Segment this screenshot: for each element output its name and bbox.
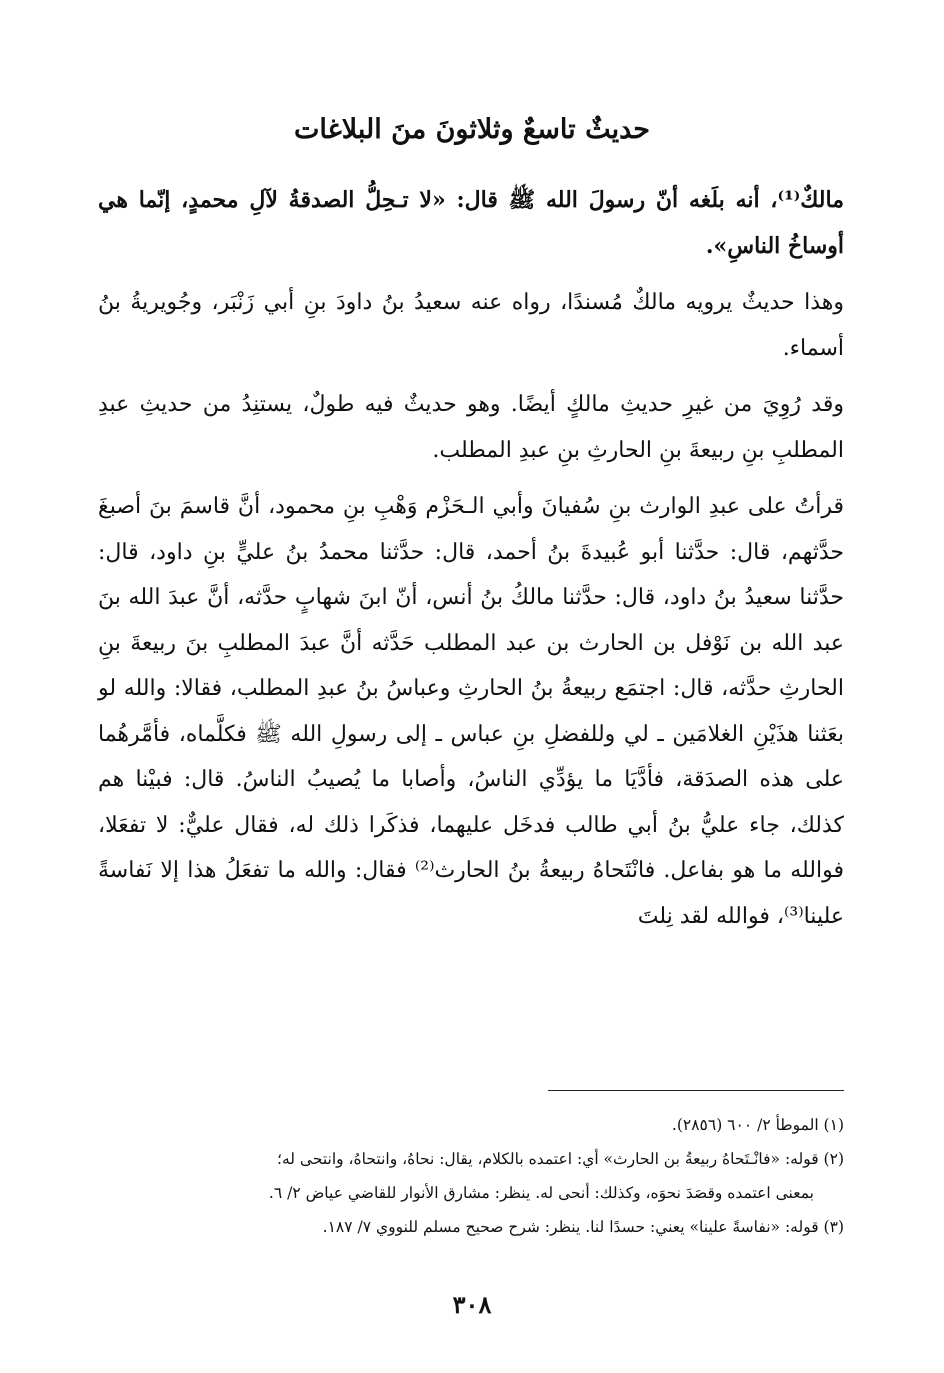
main-text (98, 178, 844, 950)
hadith-text-paragraph: مالكٌ⁽¹⁾، أنه بلَغه أنّ رسولَ الله ﷺ قال: «لا تـحِلُّ الصدقةُ لآلِ محمدٍ، إنّما هي أوساخُ الناسِ». (98, 187, 844, 259)
page-number: ٣٠٨ (452, 1290, 492, 1319)
footnote-2: (٢) قوله: «فانْـتَحاهُ ربيعةُ بن الحارث» أي: اعتمده بالكلام، يقال: نحاهُ، وانتحاهُ، وانتحى له؛ (277, 1150, 844, 1168)
footnote-separator (548, 1090, 844, 1091)
chain-of-narration-paragraph: قرأتُ على عبدِ الوارث بنِ سُفيانَ وأبي الـحَزْم وَهْبِ بنِ محمود، أنَّ قاسمَ بنَ أصبغَ حدَّثهم، قال: حدَّثنا أبو عُبيدةَ بنُ أحمد، قال: حدَّثنا محمدُ بنُ عليٍّ بنِ داود، قال: حدَّثنا سعيدُ بنُ داود، قال: حدَّثنا مالكُ بنُ أنس، أنّ ابنَ شهابٍ حدَّثه، أنَّ عبدَ الله بنَ عبد الله بن نَوْفل بن الحارث بن عبد المطلب حَدَّثه أنَّ عبدَ المطلبِ بنَ ربيعةَ بنِ الحارثِ حدَّثه، قال: اجتمَع ربيعةُ بنُ الحارثِ وعباسُ بنُ عبدِ المطلب، فقالا: والله لو بعَثنا هذَيْنِ الغلامَين ـ لي وللفضلِ بنِ عباس ـ إلى رسولِ الله ﷺ فكلَّماه، فأمَّرهُما على هذه الصدَقة، فأدَّيَا ما يؤدِّي الناسُ، وأصابا ما يُصيبُ الناسُ. قال: فبيْنا هم كذلك، جاء عليُّ بنُ أبي طالب فدخَل عليهما، فذكَرا ذلك له، فقال عليٌّ: لا تفعَلا، فوالله ما هو بفاعل. فانْتَحاهُ ربيعةُ بنُ الحارث⁽²⁾ فقال: والله ما تفعَلُ هذا إلا نَفاسةً علينا⁽³⁾، فوالله لقد نِلتَ (98, 494, 844, 929)
footnote-3: (٣) قوله: «نفاسةً علينا» يعني: حسدًا لنا. ينظر: شرح صحيح مسلم للنووي ٧/ ١٨٧. (322, 1218, 844, 1236)
footnote-2-continued: بمعنى اعتمده وقصَدَ نحوَه، وكذلك: أنحى له. ينظر: مشارق الأنوار للقاضي عياض ٢/ ٦. (268, 1184, 814, 1202)
footnotes (98, 1108, 844, 1244)
footnote-1: (١) الموطأ ٢/ ٦٠٠ (٢٨٥٦). (671, 1116, 844, 1134)
commentary-paragraph: وقد رُوِيَ من غيرِ حديثِ مالكٍ أيضًا. وهو حديثٌ فيه طولٌ، يستنِدُ من حديثِ عبدِ المطلبِ بنِ ربيعةَ بنِ الحارثِ بنِ عبدِ المطلب. (98, 392, 844, 463)
commentary-paragraph: وهذا حديثٌ يرويه مالكٌ مُسندًا، رواه عنه سعيدُ بنُ داودَ بنِ أبي زَنْبَر، وجُويريةُ بنُ أسماء. (98, 290, 844, 361)
chapter-heading: حديثٌ تاسعٌ وثلاثونَ منَ البلاغات (294, 114, 650, 145)
